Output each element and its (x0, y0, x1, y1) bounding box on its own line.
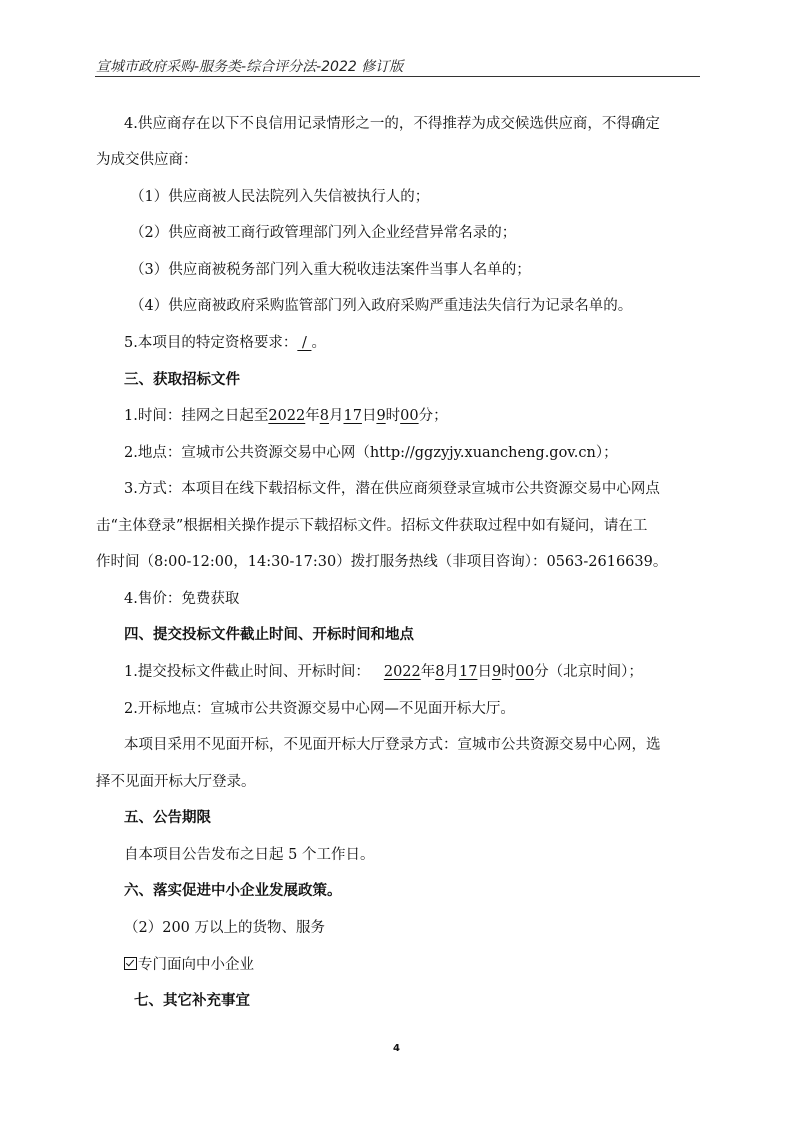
section6-item: （2）200 万以上的货物、服务 (124, 920, 326, 936)
deadline-prefix: 1.提交投标文件截止时间、开标时间： (124, 664, 370, 680)
time-minute-label: 分； (418, 408, 448, 424)
time-prefix: 1.时间：挂网之日起至 (124, 408, 269, 424)
section5-text: 自本项目公告发布之日起 5 个工作日。 (124, 847, 375, 863)
item4-line1: 4.供应商存在以下不良信用记录情形之一的，不得推荐为成交候选供应商，不得确定 (124, 116, 660, 132)
deadline-hour: 9 (491, 664, 502, 680)
section4-heading: 四、提交投标文件截止时间、开标时间和地点 (124, 627, 414, 643)
section6-heading: 六、落实促进中小企业发展政策。 (124, 883, 342, 899)
deadline-day-label: 日 (477, 664, 492, 680)
time-year-label: 年 (305, 408, 320, 424)
item4-sub1: （1）供应商被人民法院列入失信被执行人的； (130, 189, 430, 205)
deadline-month: 8 (435, 664, 445, 680)
item5-prefix: 5.本项目的特定资格要求： (124, 335, 298, 351)
section4-note-line2: 择不见面开标大厅登录。 (96, 774, 256, 790)
deadline-day: 17 (458, 664, 478, 680)
section3-method-line2: 击“主体登录”根据相关操作提示下载招标文件。招标文件获取过程中如有疑问，请在工 (96, 518, 648, 534)
item5-line (124, 331, 326, 352)
section3-time (124, 404, 448, 425)
deadline-month-label: 月 (444, 664, 459, 680)
item5-suffix: 。 (311, 335, 326, 351)
item5-value: / (297, 335, 312, 351)
section4-note-line1: 本项目采用不见面开标，不见面开标大厅登录方式：宣城市公共资源交易中心网，选 (124, 737, 661, 753)
section3-method-line3: 作时间（8:00-12:00，14:30-17:30）拨打服务热线（非项目咨询）：0563-2616639。 (96, 554, 668, 570)
section3-place: 2.地点：宣城市公共资源交易中心网（http://ggzyjy.xuancheng.gov.cn）； (124, 445, 618, 461)
section3-heading: 三、获取招标文件 (124, 372, 240, 388)
section4-place: 2.开标地点：宣城市公共资源交易中心网—不见面开标大厅。 (124, 701, 515, 717)
section5-heading: 五、公告期限 (124, 810, 211, 826)
document-header: 宣城市政府采购-服务类-综合评分法-2022 修订版 (96, 59, 404, 75)
item4-sub2: （2）供应商被工商行政管理部门列入企业经营异常名录的； (130, 225, 517, 241)
checkbox-checked-icon[interactable] (124, 957, 137, 970)
section3-price: 4.售价：免费获取 (124, 591, 240, 607)
time-year: 2022 (268, 408, 306, 424)
deadline-minute: 00 (515, 664, 535, 680)
time-day: 17 (343, 408, 362, 424)
deadline-hour-label: 时 (501, 664, 516, 680)
page-number: 4 (393, 1043, 400, 1054)
deadline-minute-label: 分（北京时间）； (534, 664, 643, 680)
time-minute: 00 (400, 408, 419, 424)
header-rule (95, 76, 700, 77)
item4-line2: 为成交供应商： (96, 152, 198, 168)
time-hour-label: 时 (385, 408, 401, 424)
section7-heading: 七、其它补充事宜 (134, 993, 250, 1009)
time-month: 8 (319, 408, 329, 424)
checkbox-label: 专门面向中小企业 (138, 957, 254, 973)
section4-deadline (124, 660, 643, 681)
time-hour: 9 (376, 408, 386, 424)
section6-checkbox-row (124, 953, 254, 974)
section3-method-line1: 3.方式：本项目在线下载招标文件，潜在供应商须登录宣城市公共资源交易中心网点 (124, 481, 660, 497)
time-month-label: 月 (328, 408, 344, 424)
item4-sub4: （4）供应商被政府采购监管部门列入政府采购严重违法失信行为记录名单的。 (130, 298, 633, 314)
deadline-year: 2022 (383, 664, 421, 680)
time-day-label: 日 (361, 408, 377, 424)
deadline-year-label: 年 (420, 664, 436, 680)
item4-sub3: （3）供应商被税务部门列入重大税收违法案件当事人名单的； (130, 262, 531, 278)
